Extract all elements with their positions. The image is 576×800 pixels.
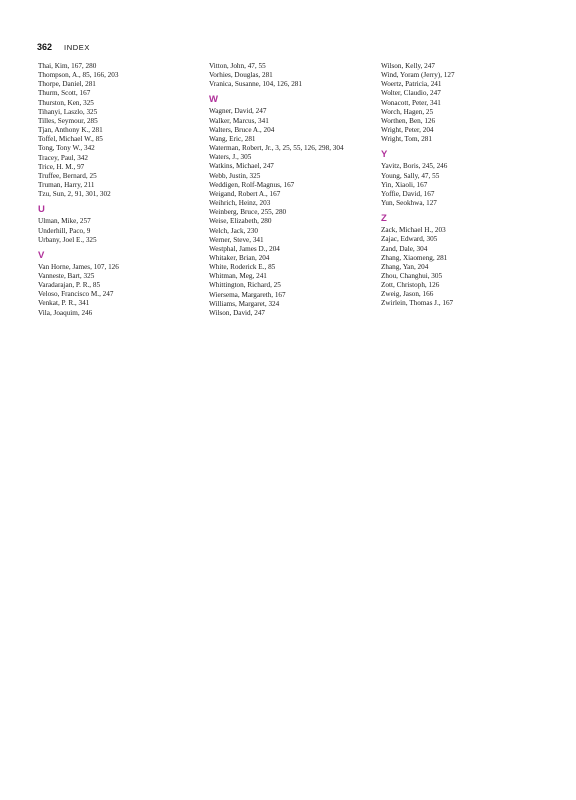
index-entry: Toffel, Michael W., 85 <box>38 135 103 144</box>
index-entry: Whitman, Meg, 241 <box>209 272 267 281</box>
index-entry: Zwirlein, Thomas J., 167 <box>381 299 454 308</box>
index-entry: Westphal, James D., 204 <box>209 244 280 253</box>
index-entry: Weise, Elizabeth, 280 <box>209 217 272 226</box>
index-entry: Truffee, Bernard, 25 <box>38 171 97 180</box>
index-entry: Zweig, Jason, 166 <box>381 290 434 299</box>
index-entry: Tjan, Anthony K., 281 <box>38 126 103 135</box>
section-letter-y: Y <box>381 149 388 161</box>
index-entry: Yavitz, Boris, 245, 246 <box>381 162 448 171</box>
index-entry: Waters, J., 305 <box>209 153 252 162</box>
index-column-2 <box>209 62 379 318</box>
index-entry: Ulman, Mike, 257 <box>38 217 91 226</box>
section-letter-w: W <box>209 94 218 106</box>
index-entry: Varadarajan, P. R., 85 <box>38 281 101 290</box>
index-entry: Urbany, Joel E., 325 <box>38 235 97 244</box>
index-entry: Zhang, Yan, 204 <box>381 262 429 271</box>
index-column-3 <box>381 62 551 309</box>
index-entry: Weihrich, Heinz, 203 <box>209 199 271 208</box>
index-entry: Young, Sally, 47, 55 <box>381 171 440 180</box>
index-entry: Wilson, Kelly, 247 <box>381 62 435 70</box>
index-entry: Thurston, Ken, 325 <box>38 98 94 107</box>
index-entry: Williams, Margaret, 324 <box>209 299 280 308</box>
section-letter-v: V <box>38 249 45 261</box>
index-entry: Waterman, Robert, Jr., 3, 25, 55, 126, 298, 304 <box>209 144 344 153</box>
index-entry: Welch, Jack, 230 <box>209 226 258 235</box>
page-header <box>37 37 90 52</box>
index-entry: Tilles, Seymour, 285 <box>38 116 98 125</box>
index-entry: Trice, H. M., 97 <box>38 162 85 171</box>
index-entry: Wagner, David, 247 <box>209 107 267 116</box>
index-entry: Worthen, Ben, 126 <box>381 116 436 125</box>
index-entry: Underhill, Paco, 9 <box>38 226 91 235</box>
running-head-title: INDEX <box>64 43 90 52</box>
index-entry: White, Roderick E., 85 <box>209 263 276 272</box>
index-entry: Weinberg, Bruce, 255, 280 <box>209 208 287 217</box>
index-entry: Venkat, P. R., 341 <box>38 299 90 308</box>
page-number: 362 <box>37 42 53 52</box>
index-entry: Vanneste, Bart, 325 <box>38 271 95 280</box>
index-entry: Tong, Tony W., 342 <box>38 144 95 153</box>
index-entry: Zajac, Edward, 305 <box>381 235 438 244</box>
index-entry: Vranica, Susanne, 104, 126, 281 <box>209 80 302 89</box>
index-entry: Zack, Michael H., 203 <box>381 226 446 235</box>
index-entry: Walker, Marcus, 341 <box>209 116 269 125</box>
index-entry: Thorpe, Daniel, 281 <box>38 80 96 89</box>
index-entry: Weigand, Robert A., 167 <box>209 189 281 198</box>
index-entry: Thurm, Scott, 167 <box>38 89 91 98</box>
index-entry: Wolter, Claudio, 247 <box>381 89 441 98</box>
index-entry: Zhou, Changhui, 305 <box>381 271 443 280</box>
index-entry: Zott, Christoph, 126 <box>381 281 440 290</box>
index-entry: Yin, Xiaoli, 167 <box>381 180 428 189</box>
index-entry: Webb, Justin, 325 <box>209 171 261 180</box>
index-entry: Vitton, John, 47, 55 <box>209 62 266 70</box>
index-entry: Tzu, Sun, 2, 91, 301, 302 <box>38 190 111 199</box>
index-entry: Tracey, Paul, 342 <box>38 153 88 162</box>
index-entry: Thai, Kim, 167, 280 <box>38 62 97 70</box>
index-entry: Whittington, Richard, 25 <box>209 281 281 290</box>
index-entry: Thompson, A., 85, 166, 203 <box>38 71 119 80</box>
index-entry: Tihanyi, Laszlo, 325 <box>38 107 98 116</box>
index-entry: Truman, Harry, 211 <box>38 181 95 190</box>
index-entry: Wilson, David, 247 <box>209 308 266 317</box>
index-entry: Werner, Steve, 341 <box>209 235 264 244</box>
index-column-1 <box>38 62 208 318</box>
index-entry: Weddigen, Rolf-Magnus, 167 <box>209 180 295 189</box>
section-letter-z: Z <box>381 213 387 225</box>
index-entry: Walters, Bruce A., 204 <box>209 125 275 134</box>
index-entry: Vorhies, Douglas, 281 <box>209 71 273 80</box>
index-entry: Vila, Joaquim, 246 <box>38 308 93 317</box>
index-entry: Worch, Hagen, 25 <box>381 107 434 116</box>
index-entry: Whitaker, Brian, 204 <box>209 253 270 262</box>
index-entry: Wright, Peter, 204 <box>381 126 434 135</box>
index-entry: Veloso, Francisco M., 247 <box>38 290 114 299</box>
index-entry: Woertz, Patricia, 241 <box>381 80 442 89</box>
index-entry: Zand, Dale, 304 <box>381 244 428 253</box>
section-letter-u: U <box>38 204 45 216</box>
index-entry: Wang, Eric, 281 <box>209 134 256 143</box>
index-entry: Yoffie, David, 167 <box>381 189 435 198</box>
index-entry: Yun, Seokhwa, 127 <box>381 199 437 208</box>
index-entry: Zhang, Xiaomeng, 281 <box>381 253 448 262</box>
index-entry: Wright, Tom, 281 <box>381 135 432 144</box>
index-entry: Van Horne, James, 107, 126 <box>38 262 119 271</box>
index-entry: Wonacott, Peter, 341 <box>381 98 441 107</box>
index-entry: Wiersema, Margareth, 167 <box>209 290 286 299</box>
index-entry: Watkins, Michael, 247 <box>209 162 274 171</box>
index-entry: Wind, Yoram (Jerry), 127 <box>381 71 455 80</box>
